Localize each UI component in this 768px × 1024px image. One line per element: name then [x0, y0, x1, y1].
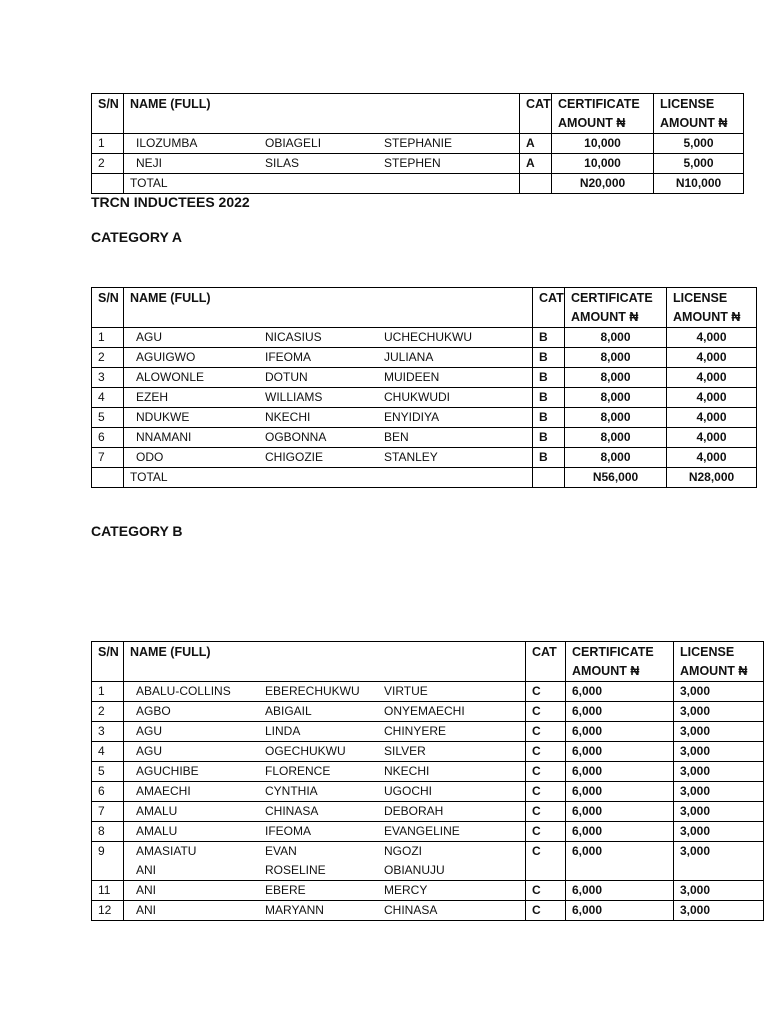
- sn-header: S/N: [92, 288, 124, 328]
- cat-header: CAT: [533, 288, 565, 328]
- certificate-header-line1: CERTIFICATE: [572, 645, 654, 659]
- license-amount-cell: 3,000: [674, 782, 764, 802]
- license-amount-cell: 5,000: [654, 154, 744, 174]
- name-header: NAME (FULL): [124, 288, 533, 328]
- license-amount-cell: 4,000: [667, 368, 757, 388]
- certificate-amount-cell: 10,000: [552, 154, 654, 174]
- table-header-row: [92, 288, 757, 328]
- middle-name: STEPHANIE: [384, 136, 453, 150]
- middle-name: CHUKWUDI: [384, 390, 450, 404]
- cat-cell: B: [533, 448, 565, 468]
- first-name: LINDA: [265, 724, 301, 738]
- middle-name: EVANGELINE: [384, 824, 460, 838]
- table-row: [92, 388, 757, 408]
- middle-name: CHINASA: [384, 903, 438, 917]
- certificate-amount-cell: 6,000: [566, 901, 674, 921]
- table-header-row: [92, 642, 764, 682]
- cat-cell: C: [526, 802, 566, 822]
- name-cell: [124, 742, 526, 762]
- cat-cell: C: [526, 742, 566, 762]
- cat-cell: C: [526, 682, 566, 702]
- cat-cell: C: [526, 822, 566, 842]
- total-row: [92, 174, 744, 194]
- sn-cell: 3: [92, 368, 124, 388]
- name-header: NAME (FULL): [124, 642, 526, 682]
- surname: ALOWONLE: [136, 370, 205, 384]
- cat-cell: C: [526, 881, 566, 901]
- license-amount-cell: 3,000: [674, 762, 764, 782]
- table-row: [92, 702, 764, 722]
- table-row: [92, 408, 757, 428]
- name-cell: [124, 368, 533, 388]
- first-name: CHIGOZIE: [265, 450, 324, 464]
- surname: AMASIATU: [136, 844, 197, 858]
- certificate-amount-cell: 10,000: [552, 134, 654, 154]
- license-amount-cell: 3,000: [674, 682, 764, 702]
- name-cell: [124, 154, 520, 174]
- certificate-amount-cell: 6,000: [566, 782, 674, 802]
- certificate-amount-cell: 6,000: [566, 722, 674, 742]
- sn-cell: [92, 468, 124, 488]
- first-name: SILAS: [265, 156, 300, 170]
- surname: AGUCHIBE: [136, 764, 199, 778]
- category-b-table: [91, 287, 757, 488]
- first-name: CYNTHIA: [265, 784, 318, 798]
- surname: NNAMANI: [136, 430, 192, 444]
- cat-cell: C: [526, 722, 566, 742]
- first-name: EVAN: [265, 844, 297, 858]
- cat-header: CAT: [526, 642, 566, 682]
- name-cell: [124, 762, 526, 782]
- license-header: [667, 288, 757, 328]
- category-c-table: [91, 641, 764, 921]
- name-cell: [124, 901, 526, 921]
- surname: ANI: [136, 883, 157, 897]
- sn-cell: 1: [92, 682, 124, 702]
- certificate-header-line1: CERTIFICATE: [571, 291, 653, 305]
- first-name: MARYANN: [265, 903, 324, 917]
- certificate-amount-cell: 8,000: [565, 428, 667, 448]
- table-row: [92, 448, 757, 468]
- surname: AMALU: [136, 824, 178, 838]
- name-cell: [124, 448, 533, 468]
- name-cell: [124, 388, 533, 408]
- surname: NDUKWE: [136, 410, 190, 424]
- sn-cell: 1: [92, 328, 124, 348]
- license-amount-cell: 3,000: [674, 881, 764, 901]
- surname: AGU: [136, 330, 163, 344]
- sn-cell: 2: [92, 348, 124, 368]
- surname: NEJI: [136, 156, 163, 170]
- cat-cell: A: [520, 134, 552, 154]
- total-label: TOTAL: [124, 468, 533, 488]
- cat-cell: B: [533, 428, 565, 448]
- license-amount-cell: 3,000: [674, 822, 764, 842]
- cat-cell: B: [533, 408, 565, 428]
- middle-name: NGOZI: [384, 844, 422, 858]
- cat-cell: C: [526, 702, 566, 722]
- middle-name: JULIANA: [384, 350, 434, 364]
- first-name: FLORENCE: [265, 764, 331, 778]
- table-row: [92, 822, 764, 842]
- total-label: TOTAL: [124, 174, 520, 194]
- certificate-header: [565, 288, 667, 328]
- total-certificate-amount: N56,000: [565, 468, 667, 488]
- license-header-line2: AMOUNT ₦: [660, 116, 728, 130]
- license-header-line1: LICENSE: [680, 645, 735, 659]
- middle-name: VIRTUE: [384, 684, 428, 698]
- cat-cell: [533, 468, 565, 488]
- sn-cell: 7: [92, 448, 124, 468]
- license-amount-cell: 4,000: [667, 388, 757, 408]
- middle-name: STEPHEN: [384, 156, 441, 170]
- sn-cell: 4: [92, 388, 124, 408]
- table-row: [92, 682, 764, 702]
- table-row: [92, 154, 744, 174]
- certificate-amount-cell: 6,000: [566, 742, 674, 762]
- certificate-header-line2: AMOUNT ₦: [558, 116, 626, 130]
- cat-cell: A: [520, 154, 552, 174]
- table-header-row: [92, 94, 744, 134]
- certificate-amount-cell: 8,000: [565, 448, 667, 468]
- license-amount-cell: 4,000: [667, 328, 757, 348]
- certificate-amount-cell: 8,000: [565, 368, 667, 388]
- surname: AMALU: [136, 804, 178, 818]
- certificate-header-line1: CERTIFICATE: [558, 97, 640, 111]
- certificate-amount-cell: 6,000: [566, 842, 674, 881]
- name-cell: [124, 408, 533, 428]
- first-name: ABIGAIL: [265, 704, 312, 718]
- license-amount-cell: 4,000: [667, 428, 757, 448]
- table-row: [92, 842, 764, 881]
- sn-header: S/N: [92, 642, 124, 682]
- sn-cell: 6: [92, 428, 124, 448]
- surname: ODO: [136, 450, 164, 464]
- license-header-line1: LICENSE: [660, 97, 715, 111]
- license-amount-cell: 5,000: [654, 134, 744, 154]
- sn-cell: 11: [92, 881, 124, 901]
- surname: AMAECHI: [136, 784, 191, 798]
- sn-header: S/N: [92, 94, 124, 134]
- middle-name: ENYIDIYA: [384, 410, 440, 424]
- name-cell: [124, 348, 533, 368]
- sn-cell: 3: [92, 722, 124, 742]
- middle-name: SILVER: [384, 744, 426, 758]
- table-row: [92, 762, 764, 782]
- cat-cell: C: [526, 901, 566, 921]
- name-cell: [124, 782, 526, 802]
- middle-name: STANLEY: [384, 450, 438, 464]
- sn-cell: 5: [92, 408, 124, 428]
- category-a-heading: CATEGORY A: [91, 229, 183, 245]
- middle-name: OBIANUJU: [384, 863, 445, 877]
- license-amount-cell: 3,000: [674, 722, 764, 742]
- license-amount-cell: 3,000: [674, 802, 764, 822]
- surname: ABALU-COLLINS: [136, 684, 231, 698]
- license-header-line2: AMOUNT ₦: [680, 664, 748, 678]
- certificate-amount-cell: 6,000: [566, 762, 674, 782]
- license-header: [654, 94, 744, 134]
- middle-name: MUIDEEN: [384, 370, 440, 384]
- middle-name: MERCY: [384, 883, 428, 897]
- certificate-amount-cell: 6,000: [566, 881, 674, 901]
- name-cell: [124, 802, 526, 822]
- total-row: [92, 468, 757, 488]
- sn-cell: [92, 174, 124, 194]
- cat-cell: C: [526, 762, 566, 782]
- license-amount-cell: 4,000: [667, 448, 757, 468]
- cat-cell: B: [533, 328, 565, 348]
- cat-cell: B: [533, 348, 565, 368]
- license-header: [674, 642, 764, 682]
- name-cell: [124, 428, 533, 448]
- certificate-amount-cell: 6,000: [566, 702, 674, 722]
- certificate-header-line2: AMOUNT ₦: [572, 664, 640, 678]
- certificate-header: [566, 642, 674, 682]
- first-name: WILLIAMS: [265, 390, 323, 404]
- license-amount-cell: 3,000: [674, 901, 764, 921]
- middle-name: UGOCHI: [384, 784, 432, 798]
- category-a-table: [91, 93, 744, 194]
- first-name: OGBONNA: [265, 430, 327, 444]
- sn-cell: 8: [92, 822, 124, 842]
- table-row: [92, 901, 764, 921]
- total-certificate-amount: N20,000: [552, 174, 654, 194]
- page-title: TRCN INDUCTEES 2022: [91, 194, 250, 210]
- name-cell: [124, 881, 526, 901]
- sn-cell: 2: [92, 702, 124, 722]
- total-license-amount: N28,000: [667, 468, 757, 488]
- first-name: IFEOMA: [265, 350, 312, 364]
- certificate-header-line2: AMOUNT ₦: [571, 310, 639, 324]
- certificate-amount-cell: 6,000: [566, 802, 674, 822]
- certificate-header: [552, 94, 654, 134]
- category-b-heading: CATEGORY B: [91, 523, 183, 539]
- surname: AGBO: [136, 704, 171, 718]
- license-amount-cell: 3,000: [674, 742, 764, 762]
- certificate-amount-cell: 8,000: [565, 328, 667, 348]
- first-name: EBERECHUKWU: [265, 684, 360, 698]
- surname: AGU: [136, 744, 163, 758]
- license-amount-cell: 3,000: [674, 842, 764, 881]
- middle-name: ONYEMAECHI: [384, 704, 465, 718]
- middle-name: DEBORAH: [384, 804, 444, 818]
- table-row: [92, 428, 757, 448]
- surname: ILOZUMBA: [136, 136, 198, 150]
- table-row: [92, 368, 757, 388]
- cat-cell: C: [526, 842, 566, 881]
- first-name: OGECHUKWU: [265, 744, 346, 758]
- sn-cell: 12: [92, 901, 124, 921]
- surname: AGUIGWO: [136, 350, 196, 364]
- surname: AGU: [136, 724, 163, 738]
- table-row: [92, 881, 764, 901]
- table-row: [92, 722, 764, 742]
- surname: ANI: [136, 863, 157, 877]
- table-row: [92, 134, 744, 154]
- total-license-amount: N10,000: [654, 174, 744, 194]
- certificate-amount-cell: 8,000: [565, 388, 667, 408]
- license-amount-cell: 3,000: [674, 702, 764, 722]
- middle-name: UCHECHUKWU: [384, 330, 472, 344]
- name-cell: [124, 702, 526, 722]
- cat-header: CAT: [520, 94, 552, 134]
- sn-cell: 7: [92, 802, 124, 822]
- middle-name: NKECHI: [384, 764, 430, 778]
- first-name: CHINASA: [265, 804, 319, 818]
- first-name: NKECHI: [265, 410, 311, 424]
- certificate-amount-cell: 6,000: [566, 822, 674, 842]
- table-row: [92, 802, 764, 822]
- first-name: DOTUN: [265, 370, 308, 384]
- name-cell: [124, 842, 526, 881]
- cat-cell: C: [526, 782, 566, 802]
- name-cell: [124, 722, 526, 742]
- name-header: NAME (FULL): [124, 94, 520, 134]
- certificate-amount-cell: 8,000: [565, 348, 667, 368]
- cat-cell: B: [533, 388, 565, 408]
- first-name: OBIAGELI: [265, 136, 322, 150]
- sn-cell: 2: [92, 154, 124, 174]
- surname: EZEH: [136, 390, 169, 404]
- table-row: [92, 348, 757, 368]
- name-cell: [124, 822, 526, 842]
- license-header-line2: AMOUNT ₦: [673, 310, 741, 324]
- table-row: [92, 782, 764, 802]
- first-name: NICASIUS: [265, 330, 322, 344]
- surname: ANI: [136, 903, 157, 917]
- license-amount-cell: 4,000: [667, 408, 757, 428]
- name-cell: [124, 134, 520, 154]
- sn-cell: 1: [92, 134, 124, 154]
- middle-name: BEN: [384, 430, 409, 444]
- cat-cell: B: [533, 368, 565, 388]
- first-name: EBERE: [265, 883, 306, 897]
- name-cell: [124, 328, 533, 348]
- name-cell: [124, 682, 526, 702]
- sn-cell: 5: [92, 762, 124, 782]
- sn-cell: 6: [92, 782, 124, 802]
- middle-name: CHINYERE: [384, 724, 447, 738]
- certificate-amount-cell: 6,000: [566, 682, 674, 702]
- sn-cell: 9: [92, 842, 124, 881]
- certificate-amount-cell: 8,000: [565, 408, 667, 428]
- table-row: [92, 742, 764, 762]
- cat-cell: [520, 174, 552, 194]
- first-name: ROSELINE: [265, 863, 326, 877]
- table-row: [92, 328, 757, 348]
- license-amount-cell: 4,000: [667, 348, 757, 368]
- first-name: IFEOMA: [265, 824, 312, 838]
- license-header-line1: LICENSE: [673, 291, 728, 305]
- sn-cell: 4: [92, 742, 124, 762]
